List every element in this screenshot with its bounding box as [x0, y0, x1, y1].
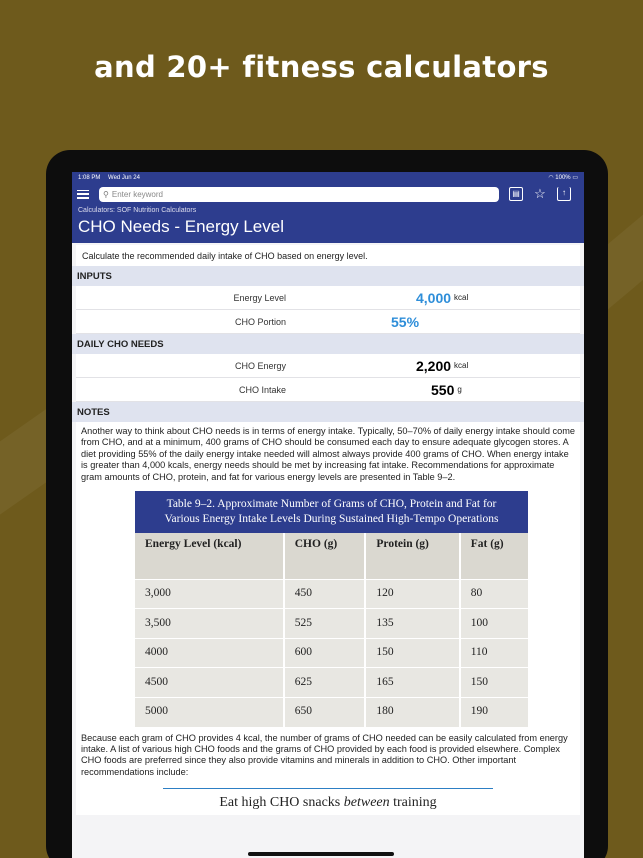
table-header-row — [135, 533, 528, 579]
promo-headline: and 20+ fitness calculators — [94, 50, 549, 84]
cho-energy-value: 2,200 — [416, 357, 452, 374]
table-caption — [135, 491, 528, 533]
cho-energy-row — [76, 354, 580, 378]
table-caption-line: Various Energy Intake Levels During Sustained High-Tempo Operations — [164, 513, 499, 526]
table-cell: 3,000 — [135, 579, 284, 609]
search-input[interactable] — [99, 187, 499, 202]
table-row — [135, 697, 528, 727]
cho-portion-value[interactable]: 55% — [391, 313, 420, 330]
daily-cho-needs-header: DAILY CHO NEEDS — [72, 334, 584, 354]
snack-emphasis: between — [343, 795, 390, 811]
table-cell: 150 — [460, 668, 528, 698]
snack-text: training — [389, 795, 437, 811]
snack-recommendation — [81, 795, 575, 811]
table-cell: 600 — [284, 638, 366, 668]
title-bar — [72, 205, 584, 243]
table-caption-line: Table 9–2. Approximate Number of Grams of CHO, Protein and Fat for — [166, 498, 497, 511]
search-icon: ⚲ — [103, 189, 109, 199]
cho-intake-row — [76, 378, 580, 402]
table-header-cell: Protein (g) — [365, 533, 459, 579]
page-title: CHO Needs - Energy Level — [78, 217, 284, 236]
cho-portion-row[interactable] — [76, 310, 580, 334]
wifi-icon: ◠ — [548, 175, 554, 181]
table-cell: 4000 — [135, 638, 284, 668]
energy-level-value[interactable]: 4,000 — [416, 289, 452, 306]
table-cell: 625 — [284, 668, 366, 698]
table-header-cell: CHO (g) — [284, 533, 366, 579]
table-cell: 5000 — [135, 697, 284, 727]
status-time: 1:08 PM — [78, 174, 101, 181]
table-cell: 525 — [284, 609, 366, 639]
table-cell: 110 — [460, 638, 528, 668]
share-icon[interactable]: ↑ — [557, 187, 571, 201]
snack-text: Eat high CHO snacks — [219, 795, 344, 811]
table-row — [135, 668, 528, 698]
notes-header: NOTES — [72, 402, 584, 422]
calculator-description: Calculate the recommended daily intake of CHO based on energy level. — [82, 251, 368, 261]
energy-level-row[interactable] — [76, 286, 580, 310]
calculator-icon[interactable]: ▤ — [509, 187, 523, 201]
table-cell: 150 — [365, 638, 459, 668]
cho-energy-unit: kcal — [454, 361, 469, 370]
table-cell: 135 — [365, 609, 459, 639]
cho-intake-unit: g — [457, 385, 462, 394]
search-placeholder: Enter keyword — [111, 189, 163, 199]
favorite-star-icon[interactable]: ☆ — [534, 186, 546, 201]
notes-body — [76, 422, 580, 815]
app-screen — [72, 172, 584, 858]
battery-icon: ▭ — [572, 175, 578, 181]
breadcrumb: Calculators: SOF Nutrition Calculators — [78, 207, 197, 214]
inputs-header: INPUTS — [72, 266, 584, 286]
status-date: Wed Jun 24 — [108, 174, 140, 181]
table-cell: 165 — [365, 668, 459, 698]
table-cell: 4500 — [135, 668, 284, 698]
table-header-cell: Energy Level (kcal) — [135, 533, 284, 579]
energy-level-label: Energy Level — [233, 292, 286, 303]
hamburger-menu-icon[interactable] — [77, 190, 89, 199]
cho-energy-label: CHO Energy — [234, 360, 286, 371]
battery-level: 100% — [555, 175, 571, 181]
table-header-cell: Fat (g) — [460, 533, 528, 579]
energy-intake-table — [135, 491, 528, 727]
divider — [163, 788, 493, 789]
notes-paragraph: Another way to think about CHO needs is in terms of energy intake. Typically, 50–70% of daily energy intake should come from CHO, and at a minimum, 400 grams of CHO should be consumed each day to ensure adequate glycogen stores. A diet providing 55% of the daily energy intake needed will almost always provide 400 grams of CHO. When energy intake is greater than 4,000 kcals, energy needs should be met by increasing fat intake. Recommendations for approximate gram amounts of CHO, protein, and fat for various energy levels are presented in Table 9–2. — [81, 426, 576, 482]
cho-intake-label: CHO Intake — [238, 384, 286, 395]
table-cell: 120 — [365, 579, 459, 609]
table-row — [135, 579, 528, 609]
toolbar — [72, 183, 584, 205]
table-cell: 650 — [284, 697, 366, 727]
status-bar — [72, 172, 584, 183]
notes-paragraph: Because each gram of CHO provides 4 kcal, the number of grams of CHO needed can be easily calculated from energy intake. A list of various high CHO foods and the grams of CHO provided by each food is provided elsewhere. Complex CHO foods are preferred since they also provide vitamins and minerals in addition to CHO. Other important recommendations include: — [81, 732, 568, 777]
cho-intake-value: 550 — [431, 381, 455, 398]
table-cell: 100 — [460, 609, 528, 639]
home-indicator — [248, 852, 394, 856]
table-cell: 80 — [460, 579, 528, 609]
table-cell: 190 — [460, 697, 528, 727]
table-cell: 3,500 — [135, 609, 284, 639]
table-cell: 180 — [365, 697, 459, 727]
cho-portion-label: CHO Portion — [234, 316, 286, 327]
table-row — [135, 609, 528, 639]
table-cell: 450 — [284, 579, 366, 609]
table-row — [135, 638, 528, 668]
energy-level-unit: kcal — [454, 293, 469, 302]
